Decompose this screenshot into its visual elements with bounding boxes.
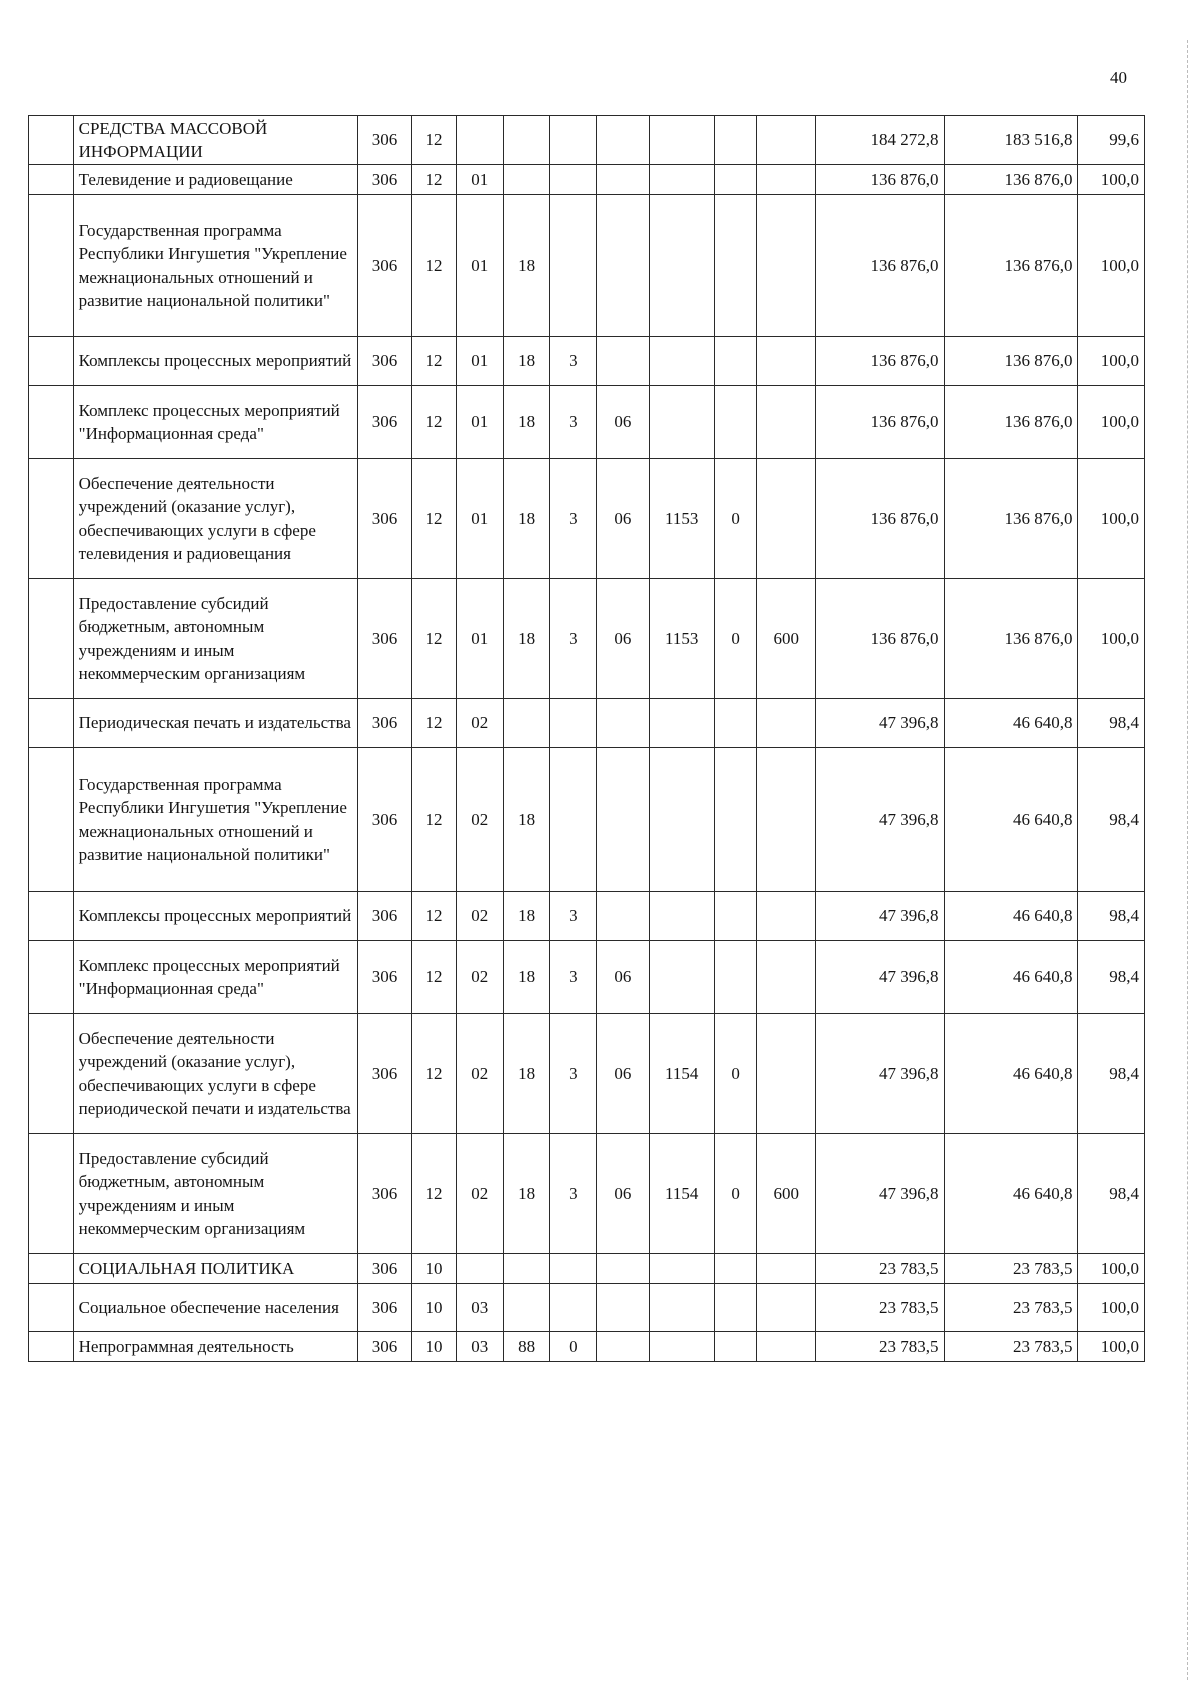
subprogram-code: 3 [550,941,597,1014]
subprogram-code: 3 [550,1134,597,1254]
planned-amount: 47 396,8 [816,892,944,941]
execution-percent: 98,4 [1078,748,1145,892]
program-code: 18 [503,1134,550,1254]
section-code: 12 [412,165,457,195]
expense-type-code [757,165,816,195]
section-code: 12 [412,116,457,165]
program-code: 18 [503,386,550,459]
program-code [503,165,550,195]
direction-subcode [714,337,756,386]
item-name: Предоставление субсидий бюджетным, автономным учреждениям и иным некоммерческим организациям [73,579,357,699]
expense-type-code: 600 [757,579,816,699]
ministry-code: 306 [357,337,411,386]
section-code: 12 [412,459,457,579]
planned-amount: 23 783,5 [816,1284,944,1332]
expense-type-code [757,116,816,165]
expense-type-code [757,459,816,579]
activity-code [597,165,649,195]
expense-type-code [757,337,816,386]
subsection-code: 02 [456,1134,503,1254]
executed-amount: 136 876,0 [944,386,1078,459]
direction-subcode [714,116,756,165]
item-name: Телевидение и радиовещание [73,165,357,195]
item-name: Обеспечение деятельности учреждений (оказание услуг), обеспечивающих услуги в сфере телевидения и радиовещания [73,459,357,579]
subprogram-code [550,1254,597,1284]
direction-subcode [714,748,756,892]
blank-cell [29,195,74,337]
blank-cell [29,165,74,195]
direction-code [649,165,714,195]
planned-amount: 23 783,5 [816,1332,944,1362]
executed-amount: 136 876,0 [944,337,1078,386]
expense-type-code [757,699,816,748]
subprogram-code [550,116,597,165]
direction-code [649,195,714,337]
planned-amount: 136 876,0 [816,459,944,579]
table-row [29,1332,1145,1362]
program-code: 18 [503,892,550,941]
budget-table [28,115,1145,1362]
item-name: Периодическая печать и издательства [73,699,357,748]
table-row [29,1134,1145,1254]
executed-amount: 23 783,5 [944,1284,1078,1332]
subsection-code: 02 [456,748,503,892]
direction-code [649,337,714,386]
subprogram-code: 3 [550,892,597,941]
table-row [29,748,1145,892]
item-name: Социальное обеспечение населения [73,1284,357,1332]
table-row [29,165,1145,195]
direction-code [649,748,714,892]
direction-subcode [714,699,756,748]
executed-amount: 23 783,5 [944,1254,1078,1284]
direction-subcode: 0 [714,1134,756,1254]
blank-cell [29,748,74,892]
execution-percent: 100,0 [1078,1284,1145,1332]
subsection-code: 03 [456,1284,503,1332]
direction-code [649,892,714,941]
planned-amount: 47 396,8 [816,1134,944,1254]
scan-edge-mark [1187,40,1189,1680]
table-row [29,892,1145,941]
expense-type-code [757,892,816,941]
activity-code [597,699,649,748]
ministry-code: 306 [357,386,411,459]
section-code: 10 [412,1254,457,1284]
program-code: 18 [503,748,550,892]
table-row [29,337,1145,386]
subsection-code: 02 [456,699,503,748]
subprogram-code [550,165,597,195]
subprogram-code: 3 [550,386,597,459]
subsection-code: 02 [456,941,503,1014]
direction-subcode [714,386,756,459]
direction-subcode [714,941,756,1014]
activity-code [597,195,649,337]
executed-amount: 23 783,5 [944,1332,1078,1362]
blank-cell [29,1134,74,1254]
program-code [503,1254,550,1284]
execution-percent: 99,6 [1078,116,1145,165]
executed-amount: 136 876,0 [944,579,1078,699]
direction-subcode: 0 [714,579,756,699]
blank-cell [29,1254,74,1284]
direction-code [649,941,714,1014]
direction-code: 1154 [649,1134,714,1254]
blank-cell [29,699,74,748]
direction-subcode: 0 [714,1014,756,1134]
activity-code [597,748,649,892]
subprogram-code: 3 [550,337,597,386]
section-code: 12 [412,748,457,892]
blank-cell [29,116,74,165]
item-name: Непрограммная деятельность [73,1332,357,1362]
section-code: 12 [412,941,457,1014]
table-row [29,699,1145,748]
item-name: Комплексы процессных мероприятий [73,337,357,386]
program-code: 18 [503,195,550,337]
execution-percent: 100,0 [1078,386,1145,459]
subsection-code: 02 [456,1014,503,1134]
blank-cell [29,579,74,699]
program-code [503,116,550,165]
expense-type-code [757,941,816,1014]
subprogram-code [550,748,597,892]
ministry-code: 306 [357,459,411,579]
subsection-code: 01 [456,386,503,459]
direction-subcode [714,165,756,195]
program-code: 18 [503,1014,550,1134]
program-code: 18 [503,941,550,1014]
item-name: СОЦИАЛЬНАЯ ПОЛИТИКА [73,1254,357,1284]
ministry-code: 306 [357,1254,411,1284]
item-name: СРЕДСТВА МАССОВОЙ ИНФОРМАЦИИ [73,116,357,165]
planned-amount: 23 783,5 [816,1254,944,1284]
ministry-code: 306 [357,1332,411,1362]
executed-amount: 46 640,8 [944,699,1078,748]
ministry-code: 306 [357,1284,411,1332]
direction-code [649,1254,714,1284]
subprogram-code [550,195,597,337]
activity-code: 06 [597,579,649,699]
blank-cell [29,892,74,941]
subsection-code [456,116,503,165]
program-code: 18 [503,459,550,579]
activity-code: 06 [597,386,649,459]
direction-code [649,1332,714,1362]
table-row [29,1254,1145,1284]
subsection-code: 01 [456,579,503,699]
activity-code [597,892,649,941]
direction-code [649,386,714,459]
executed-amount: 136 876,0 [944,195,1078,337]
execution-percent: 98,4 [1078,1014,1145,1134]
ministry-code: 306 [357,579,411,699]
subsection-code: 02 [456,892,503,941]
execution-percent: 100,0 [1078,1254,1145,1284]
activity-code [597,116,649,165]
blank-cell [29,1014,74,1134]
blank-cell [29,459,74,579]
subsection-code: 03 [456,1332,503,1362]
subprogram-code: 3 [550,579,597,699]
executed-amount: 46 640,8 [944,941,1078,1014]
execution-percent: 100,0 [1078,1332,1145,1362]
ministry-code: 306 [357,748,411,892]
execution-percent: 98,4 [1078,1134,1145,1254]
execution-percent: 98,4 [1078,892,1145,941]
subprogram-code: 0 [550,1332,597,1362]
item-name: Комплекс процессных мероприятий "Информационная среда" [73,386,357,459]
blank-cell [29,1284,74,1332]
table-body [29,116,1145,1362]
ministry-code: 306 [357,195,411,337]
planned-amount: 136 876,0 [816,337,944,386]
activity-code [597,1254,649,1284]
section-code: 10 [412,1332,457,1362]
ministry-code: 306 [357,165,411,195]
section-code: 10 [412,1284,457,1332]
table-row [29,116,1145,165]
execution-percent: 100,0 [1078,459,1145,579]
planned-amount: 136 876,0 [816,195,944,337]
ministry-code: 306 [357,116,411,165]
ministry-code: 306 [357,1134,411,1254]
subprogram-code [550,699,597,748]
subprogram-code: 3 [550,459,597,579]
section-code: 12 [412,1014,457,1134]
executed-amount: 46 640,8 [944,1014,1078,1134]
subsection-code [456,1254,503,1284]
executed-amount: 136 876,0 [944,459,1078,579]
planned-amount: 136 876,0 [816,165,944,195]
section-code: 12 [412,1134,457,1254]
subsection-code: 01 [456,337,503,386]
expense-type-code [757,195,816,337]
activity-code: 06 [597,1014,649,1134]
section-code: 12 [412,386,457,459]
direction-code: 1154 [649,1014,714,1134]
expense-type-code [757,1332,816,1362]
execution-percent: 100,0 [1078,165,1145,195]
subprogram-code: 3 [550,1014,597,1134]
table-row [29,941,1145,1014]
blank-cell [29,337,74,386]
execution-percent: 100,0 [1078,579,1145,699]
activity-code: 06 [597,1134,649,1254]
executed-amount: 136 876,0 [944,165,1078,195]
execution-percent: 98,4 [1078,699,1145,748]
executed-amount: 46 640,8 [944,748,1078,892]
direction-subcode [714,1284,756,1332]
blank-cell [29,941,74,1014]
direction-subcode [714,195,756,337]
direction-subcode [714,1254,756,1284]
table-row [29,195,1145,337]
expense-type-code [757,1284,816,1332]
section-code: 12 [412,892,457,941]
ministry-code: 306 [357,941,411,1014]
program-code [503,1284,550,1332]
planned-amount: 136 876,0 [816,579,944,699]
executed-amount: 46 640,8 [944,1134,1078,1254]
program-code: 18 [503,337,550,386]
direction-code: 1153 [649,579,714,699]
activity-code: 06 [597,941,649,1014]
section-code: 12 [412,195,457,337]
ministry-code: 306 [357,892,411,941]
subsection-code: 01 [456,459,503,579]
section-code: 12 [412,699,457,748]
table-row [29,386,1145,459]
execution-percent: 98,4 [1078,941,1145,1014]
activity-code [597,1332,649,1362]
executed-amount: 46 640,8 [944,892,1078,941]
direction-subcode: 0 [714,459,756,579]
subsection-code: 01 [456,165,503,195]
planned-amount: 47 396,8 [816,748,944,892]
subprogram-code [550,1284,597,1332]
planned-amount: 47 396,8 [816,699,944,748]
planned-amount: 184 272,8 [816,116,944,165]
expense-type-code: 600 [757,1134,816,1254]
item-name: Обеспечение деятельности учреждений (оказание услуг), обеспечивающих услуги в сфере периодической печати и издательства [73,1014,357,1134]
table-row [29,459,1145,579]
table-row [29,579,1145,699]
direction-code [649,116,714,165]
planned-amount: 47 396,8 [816,941,944,1014]
table-row [29,1014,1145,1134]
direction-subcode [714,892,756,941]
execution-percent: 100,0 [1078,195,1145,337]
item-name: Комплекс процессных мероприятий "Информационная среда" [73,941,357,1014]
expense-type-code [757,386,816,459]
program-code [503,699,550,748]
expense-type-code [757,748,816,892]
ministry-code: 306 [357,699,411,748]
blank-cell [29,386,74,459]
item-name: Комплексы процессных мероприятий [73,892,357,941]
direction-subcode [714,1332,756,1362]
activity-code [597,1284,649,1332]
activity-code: 06 [597,459,649,579]
ministry-code: 306 [357,1014,411,1134]
planned-amount: 136 876,0 [816,386,944,459]
program-code: 88 [503,1332,550,1362]
section-code: 12 [412,579,457,699]
executed-amount: 183 516,8 [944,116,1078,165]
direction-code [649,1284,714,1332]
direction-code: 1153 [649,459,714,579]
item-name: Государственная программа Республики Ингушетия "Укрепление межнациональных отношений и развитие национальной политики" [73,195,357,337]
page-number: 40 [1110,68,1127,87]
execution-percent: 100,0 [1078,337,1145,386]
activity-code [597,337,649,386]
program-code: 18 [503,579,550,699]
expense-type-code [757,1014,816,1134]
expense-type-code [757,1254,816,1284]
item-name: Предоставление субсидий бюджетным, автономным учреждениям и иным некоммерческим организациям [73,1134,357,1254]
subsection-code: 01 [456,195,503,337]
table-row [29,1284,1145,1332]
blank-cell [29,1332,74,1362]
direction-code [649,699,714,748]
item-name: Государственная программа Республики Ингушетия "Укрепление межнациональных отношений и развитие национальной политики" [73,748,357,892]
section-code: 12 [412,337,457,386]
planned-amount: 47 396,8 [816,1014,944,1134]
